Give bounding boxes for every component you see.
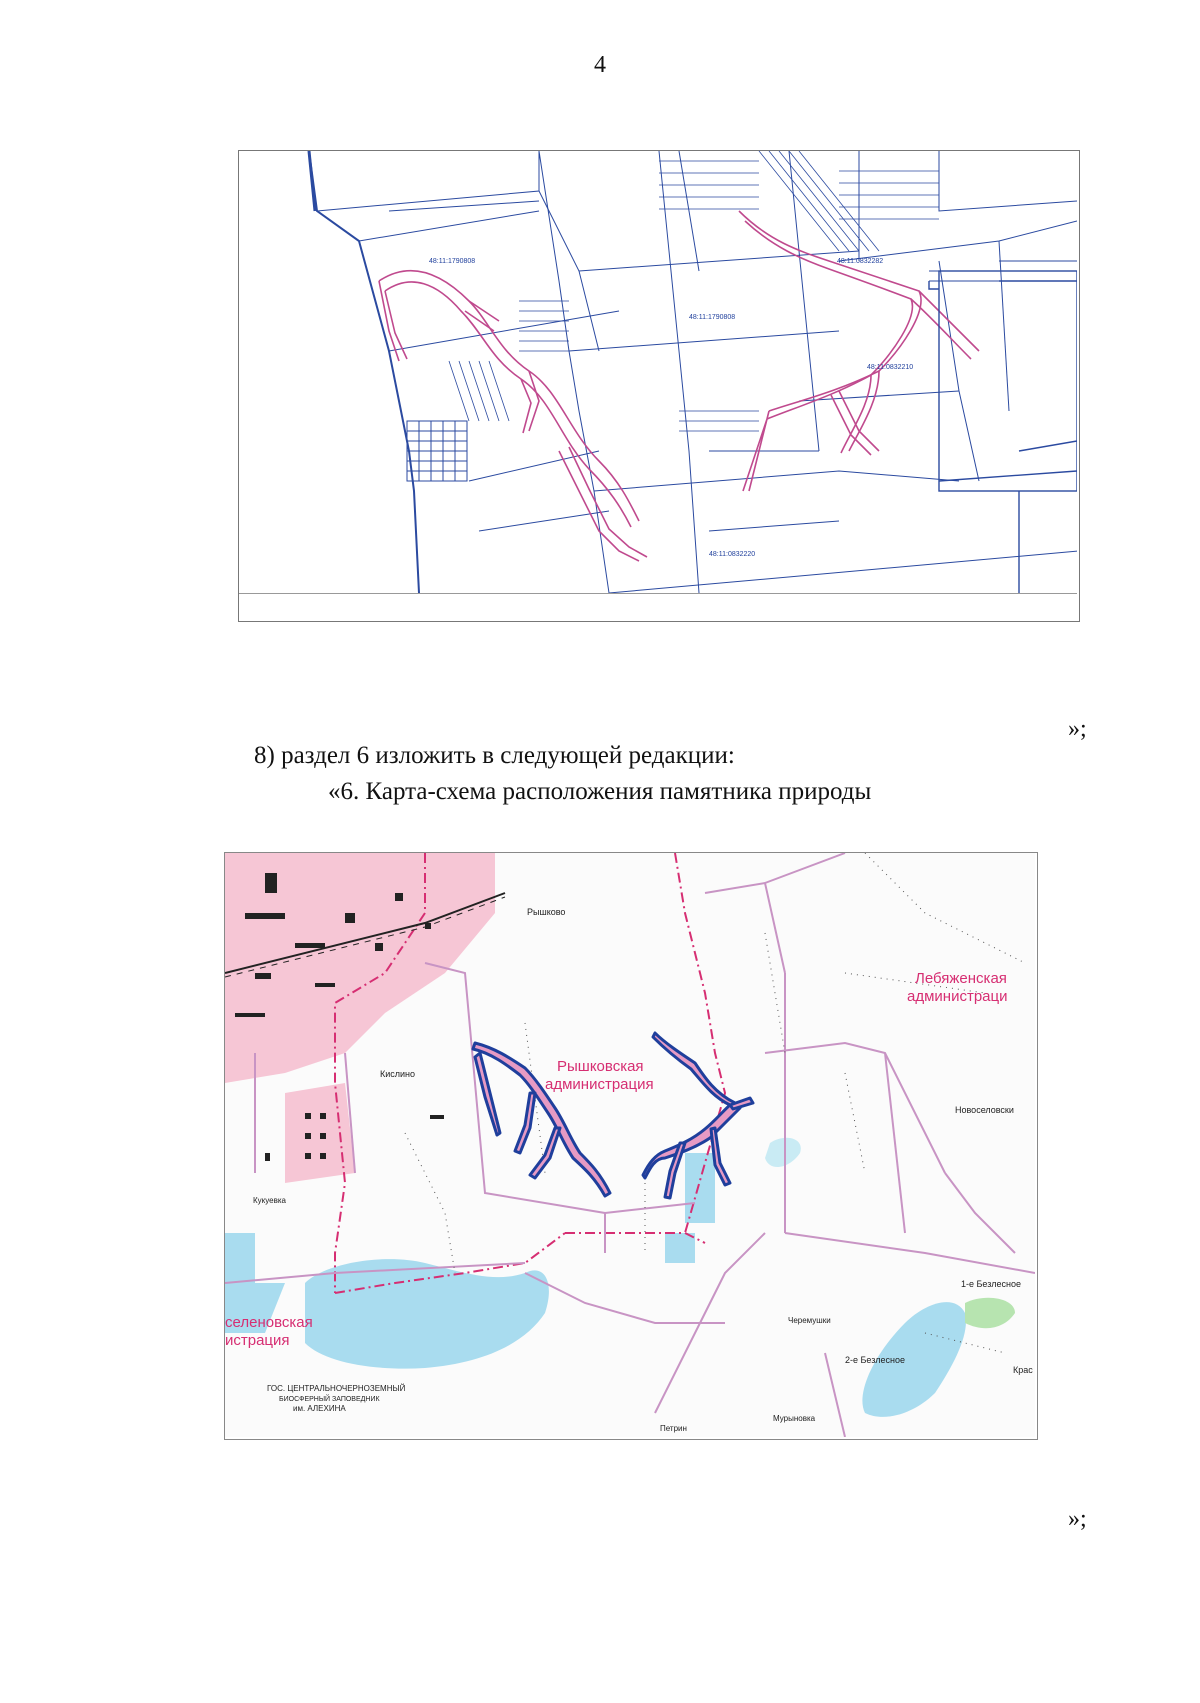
parcel-label-5: 48:11:0832220 — [709, 551, 756, 558]
label-ryshkovskaya-admin: администрация — [545, 1076, 654, 1093]
label-bezlesnoe-1: 1-е Безлесное — [961, 1279, 1021, 1289]
topographic-map — [224, 852, 1038, 1440]
label-novoselovskaya-admin: истрация — [225, 1332, 290, 1349]
label-reserve-line-1: ГОС. ЦЕНТРАЛЬНОЧЕРНОЗЕМНЫЙ — [267, 1384, 406, 1393]
page-number: 4 — [594, 52, 606, 78]
label-ryshkovskaya: Рышковская — [557, 1058, 644, 1075]
parcel-label-1: 48:11:1790808 — [429, 258, 476, 265]
label-lebyazhenskaya: Лебяженская — [915, 970, 1007, 987]
section-title: «6. Карта-схема расположения памятника природы — [328, 778, 872, 805]
label-novoselovski: Новоселовски — [955, 1105, 1014, 1115]
parcel-label-4: 48:11:0832210 — [867, 364, 914, 371]
label-reserve-line-3: им. АЛЕХИНА — [293, 1404, 346, 1413]
label-petrin: Петрин — [660, 1424, 687, 1433]
label-ryshkovo: Рышково — [527, 907, 566, 917]
label-novoselovskaya: селеновская — [225, 1314, 313, 1331]
cadastral-map-drawing — [239, 151, 1077, 593]
label-kras: Крас — [1013, 1365, 1033, 1375]
parcel-label-2: 48:11:1790808 — [689, 314, 736, 321]
label-muryinovka: Мурыновка — [773, 1414, 816, 1423]
cadastral-map — [238, 150, 1080, 622]
label-kukuevka: Кукуевка — [253, 1196, 286, 1205]
parcel-label-3: 48:11:0832282 — [837, 258, 884, 265]
label-bezlesnoe-2: 2-е Безлесное — [845, 1355, 905, 1365]
amendment-item: 8) раздел 6 изложить в следующей редакции: — [254, 742, 735, 769]
topo-map-drawing — [225, 853, 1035, 1437]
label-cheremushki: Черемушки — [788, 1316, 831, 1325]
label-reserve-line-2: БИОСФЕРНЫЙ ЗАПОВЕДНИК — [279, 1396, 380, 1403]
label-kislino: Кислино — [380, 1069, 416, 1079]
closing-quote-2: »; — [1068, 1506, 1087, 1532]
label-lebyazhenskaya-admin: администраци — [907, 988, 1008, 1005]
closing-quote: »; — [1068, 716, 1087, 742]
